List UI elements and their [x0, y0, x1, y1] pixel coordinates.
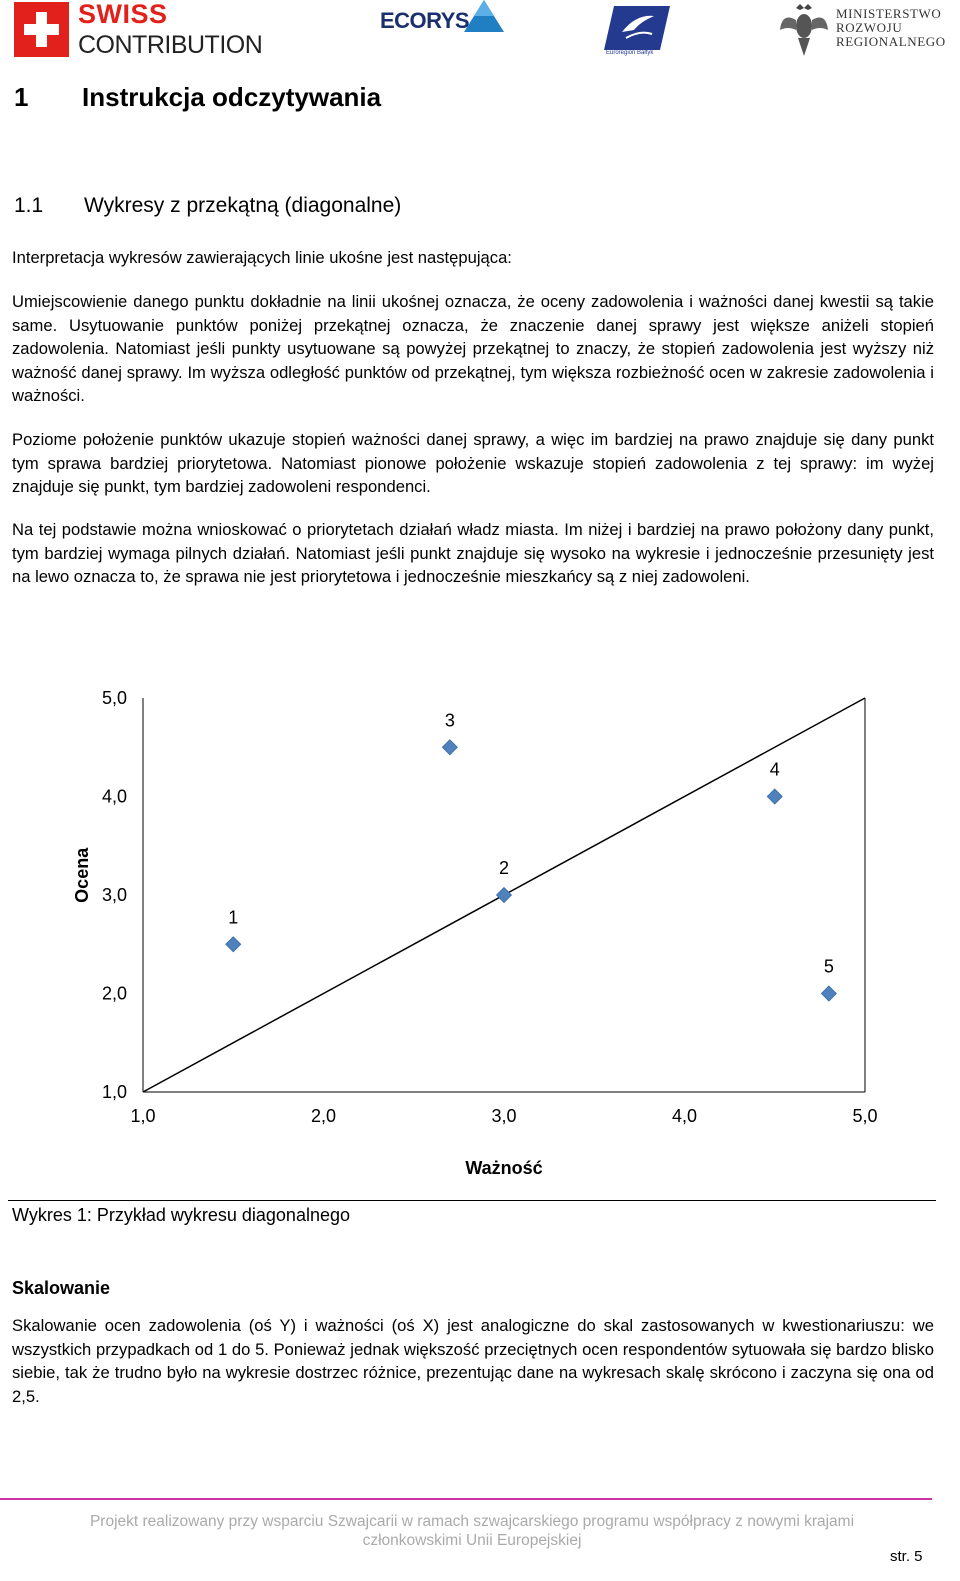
ministry-line: MINISTERSTWO — [836, 6, 942, 21]
y-tick-label: 4,0 — [101, 786, 127, 807]
data-point-label: 3 — [444, 710, 455, 731]
ministry-line: REGIONALNEGO — [836, 34, 946, 49]
swiss-logo-subtitle: CONTRIBUTION — [78, 31, 263, 59]
scaling-heading: Skalowanie — [12, 1278, 111, 1298]
body-paragraph: Poziome położenie punktów ukazuje stopień ważności danej sprawy, a więc im bardziej na prawo znajduje się dany punkt tym sprawa bardziej priorytetowa. Natomiast pionowe położenie wskazuje stopień zadowolenia z tej sprawy: im wyżej znajduje się punkt, tym bardziej zadowoleni respondenci. — [12, 430, 934, 496]
scaling-paragraph: Skalowanie ocen zadowolenia (oś Y) i ważności (oś X) jest analogiczne do skal zastosowanych w kwestionariuszu: we wszystkich przypadkach od 1 do 5. Ponieważ jednak większość przeciętnych ocen respondentów sytuowała się bardzo blisko siebie, tak że trudno było na wykresie dostrzec różnice, prezentując dane na wykresach skalę skrócono i zaczyna się ona od 2,5. — [12, 1316, 934, 1406]
body-paragraph: Umiejscowienie danego punktu dokładnie na linii ukośnej oznacza, że oceny zadowolenia i ważności danej kwestii są takie same. Usytuowanie punktów poniżej przekątnej oznacza, że znaczenie danej sprawy jest większe aniżeli stopień zadowolenia. Natomiast jeśli punkty usytuowane są powyżej przekątnej to znaczy, że stopień zadowolenia jest wyższy niż ważność danej sprawy. Im wyższa odległość punktów od przekątnej, tym większa rozbieżność ocen w zakresie zadowolenia i ważności. — [12, 292, 934, 405]
x-tick-label: 1,0 — [130, 1106, 156, 1126]
section-number: 1 — [14, 82, 29, 112]
data-point-marker — [767, 789, 782, 804]
data-point-label: 5 — [823, 956, 834, 977]
x-tick-label: 3,0 — [491, 1106, 517, 1126]
x-tick-label: 4,0 — [671, 1106, 698, 1126]
data-point-label: 4 — [769, 759, 780, 780]
section-heading — [14, 82, 381, 113]
intro-paragraph: Interpretacja wykresów zawierających linie ukośne jest następująca: — [12, 248, 512, 267]
subsection-title: Wykresy z przekątną (diagonalne) — [84, 194, 402, 217]
data-point-label: 1 — [228, 907, 239, 928]
x-tick-label: 5,0 — [852, 1106, 878, 1126]
x-axis-label: Ważność — [465, 1158, 543, 1178]
ministry-line: ROZWOJU — [836, 20, 903, 35]
polish-eagle-emblem — [778, 2, 830, 58]
y-tick-label: 5,0 — [101, 688, 127, 708]
footer-rule — [0, 1498, 932, 1500]
data-point-marker — [497, 888, 512, 903]
body-paragraph: Na tej podstawie można wnioskować o priorytetach działań władz miasta. Im niżej i bardziej na prawo położony dany punkt, tym bardziej wymaga pilnych działań. Natomiast jeśli punkt znajduje się wysoko na wykresie i jednocześnie przesunięty jest na lewo oznacza to, że sprawa nie jest priorytetowa i jednocześnie mieszkańcy są z niej zadowoleni. — [12, 520, 934, 586]
diagonal-scatter-chart — [0, 680, 960, 1190]
y-tick-label: 1,0 — [101, 1082, 127, 1102]
subsection-number: 1.1 — [14, 194, 44, 217]
swiss-flag-logo — [14, 2, 69, 57]
y-tick-label: 2,0 — [101, 983, 127, 1004]
ecorys-logo: ECORYS — [380, 8, 470, 33]
ecorys-triangle-icon — [464, 0, 504, 32]
page-number: str. 5 — [890, 1548, 923, 1565]
euroregion-caption: Euroregion Bałtyk — [606, 50, 654, 56]
data-point-marker — [442, 740, 457, 755]
figure-caption: Wykres 1: Przykład wykresu diagonalnego — [12, 1205, 350, 1225]
swiss-cross-icon — [14, 2, 69, 57]
subsection-heading — [14, 194, 401, 218]
section-title: Instrukcja odczytywania — [82, 82, 382, 112]
footer-text: Projekt realizowany przy wsparciu Szwajcarii w ramach szwajcarskiego programu współpracy z nowymi krajami członkowskimi Unii Europejskiej — [89, 1513, 855, 1549]
data-point-label: 2 — [498, 858, 510, 878]
y-axis-label: Ocena — [72, 847, 92, 903]
ministry-logo-text — [836, 7, 946, 49]
caption-rule — [8, 1200, 936, 1201]
data-point-marker — [226, 937, 241, 952]
data-point-marker — [821, 986, 836, 1001]
y-tick-label: 3,0 — [101, 885, 127, 905]
x-tick-label: 2,0 — [310, 1106, 337, 1126]
swiss-logo-title: SWISS — [78, 0, 168, 29]
